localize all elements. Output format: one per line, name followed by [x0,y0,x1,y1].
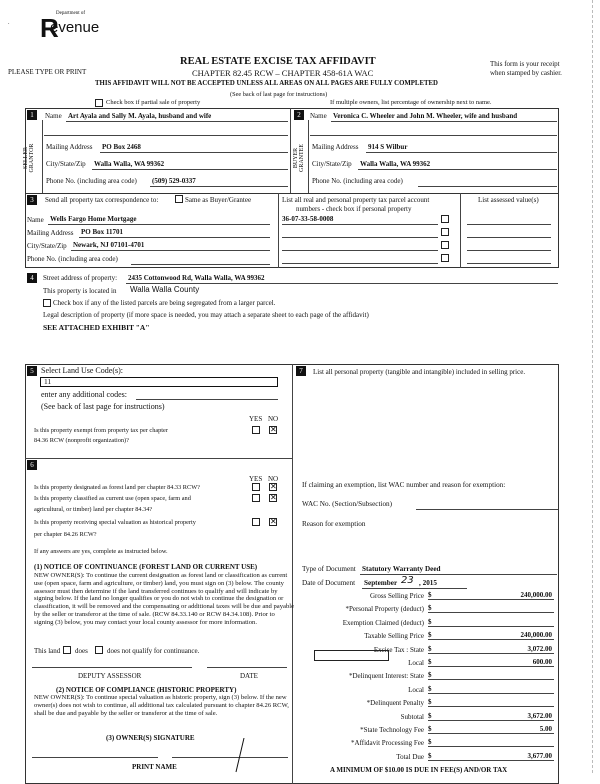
notice-compliance-text: NEW OWNER(S): To continue special valuation as historic property, sign (3) below. If the new owner(s) does not wish to continue, all additional tax calculated pursuant to chapter 84.26 RCW, shall be due and payable by the seller or transferor at the time of sale. [34,694,289,717]
dollar-sign: $ [428,725,432,733]
does-label: does [75,647,88,655]
corr-city-field[interactable]: Newark, NJ 07101-4701 [73,241,145,249]
nonprofit-question: Is this property exempt from property tax per chapter [34,427,168,434]
tax-row-value-field[interactable] [428,658,554,667]
nonprofit-question-2: 84.36 RCW (nonprofit organization)? [34,437,129,444]
seller-name-label: Name [45,112,62,120]
personal-property-checkbox[interactable] [441,241,449,249]
exemption-label: If claiming an exemption, list WAC number and reason for exemption: [302,481,506,489]
dollar-sign: $ [428,658,432,666]
legal-description-field[interactable]: SEE ATTACHED EXHIBIT "A" [43,323,150,332]
section-number-1: 1 [27,110,37,120]
tax-row [283,685,554,694]
dollar-sign: $ [428,631,432,640]
corr-name-field[interactable]: Wells Fargo Home Mortgage [50,215,137,223]
segregated-label: Check box if any of the listed parcels are being segregated from a larger parcel. [53,299,276,307]
tax-row-value: 600.00 [532,658,552,666]
dollar-sign: $ [428,604,432,613]
does-not-qualify-checkbox[interactable] [95,646,103,654]
date-label: DATE [240,672,258,680]
dollar-sign: $ [428,711,432,720]
tax-row-label: *Affidavit Processing Fee [351,739,424,748]
logo-dept-text: Department of [56,11,86,16]
tax-row-label: Exemption Claimed (deduct) [342,618,424,627]
section-number-4: 4 [27,273,37,283]
current-use-question-2: agricultural, or timber) land per chapter 84.34? [34,506,153,513]
assessed-header: List assessed value(s) [478,196,539,204]
tax-row-value-field[interactable] [428,618,554,627]
county-field[interactable]: Walla Walla County [130,285,200,294]
tax-row-value-field[interactable] [428,712,554,721]
buyer-city-label: City/State/Zip [312,160,352,168]
historic-yes-checkbox[interactable] [252,518,260,526]
doc-date-label: Date of Document [302,579,356,587]
personal-property-label: List all personal property (tangible and intangible) included in selling price. [313,368,526,376]
tax-row-label: *Delinquent Penalty [366,699,424,708]
seller-city-label: City/State/Zip [46,160,86,168]
local-rate-box[interactable] [314,650,389,661]
tax-row-label: Excise Tax : State [373,645,424,654]
tax-row [283,671,554,680]
wac-label: WAC No. (Section/Subsection) [302,500,393,508]
receipt-text-2: when stamped by cashier. [490,69,562,77]
corr-mail-field[interactable]: PO Box 11701 [81,228,124,236]
dollar-sign: $ [428,684,432,693]
does-qualify-checkbox[interactable] [63,646,71,654]
doc-type-label: Type of Document [302,565,356,573]
historic-question: Is this property receiving special valuation as historical property [34,519,196,526]
tax-row-value: 240,000.00 [520,591,552,599]
tax-row [283,631,554,640]
tax-row-value-field[interactable] [428,645,554,654]
tax-row-label: *Personal Property (deduct) [345,605,424,614]
seller-city-field[interactable]: Walla Walla, WA 99362 [94,160,165,168]
located-label: This property is located in [43,287,117,295]
partial-sale-label: Check box if partial sale of property [106,99,201,106]
signature-line[interactable] [172,757,288,758]
street-label: Street address of property: [43,274,118,282]
corr-name-label: Name [27,216,44,224]
nonprofit-no-checkbox[interactable]: ✕ [270,425,277,434]
tax-row-value-field[interactable] [428,725,554,734]
buyer-name-label: Name [310,112,327,120]
tax-row-value-field[interactable] [428,698,554,707]
no-header-6: NO [268,475,279,483]
additional-codes-label: enter any additional codes: [41,390,127,399]
buyer-name-field[interactable]: Veronica C. Wheeler and John M. Wheeler, wife and husband [333,112,518,120]
notice-continuance-text: NEW OWNER(S): To continue the current designation as forest land or classification as current use (open space, farm and agriculture, or timber) land, you must sign on (3) below. The county assessor must then determine if the land transferred continues to qualify and will indicate by signing below. If the land no longer qualifies or you do not wish to continue the designation or classification, it will be removed and the compensating or additional taxes will be due and payable by the seller or transferor at the time of sale. (RCW 84.33.140 or RCW 84.34.108). Prior to signing (3) below, you may contact your local county assessor for more information. [34,572,295,626]
logo-r-icon: R [40,13,59,43]
tax-row [283,618,554,627]
street-field[interactable]: 2435 Cottonwood Rd, Walla Walla, WA 99362 [128,274,265,282]
tax-row-label: Subtotal [400,712,424,721]
signature-mark [232,738,252,773]
personal-property-checkbox[interactable] [441,228,449,236]
correspondence-label: Send all property tax correspondence to: [45,196,159,204]
tax-row-value: 240,000.00 [520,631,552,640]
tax-row-value-field[interactable] [428,671,554,680]
yes-header-6: YES [249,475,263,483]
tax-row-label: *State Technology Fee [360,726,424,734]
segregated-checkbox[interactable] [43,299,51,307]
print-name-label: PRINT NAME [132,763,177,771]
parcel-number-field[interactable]: 36-07-33-58-0008 [282,215,334,223]
no-header: NO [268,415,279,423]
warning-text: THIS AFFIDAVIT WILL NOT BE ACCEPTED UNLESS ALL AREAS ON ALL PAGES ARE FULLY COMPLETED [95,80,438,87]
section-number-6: 6 [27,460,37,470]
dollar-sign: $ [428,751,432,760]
parcel-header-2: numbers - check box if personal property [296,205,412,213]
tax-row-label: Local [408,659,424,667]
same-as-buyer-label: Same as Buyer/Grantee [185,196,252,204]
current-use-yes-checkbox[interactable] [252,494,260,502]
forest-yes-checkbox[interactable] [252,483,260,491]
dollar-sign: $ [428,738,432,747]
yes-header: YES [249,415,263,423]
see-back-text: (See back of last page for instructions) [230,91,328,98]
doc-date-day[interactable]: 23 [401,575,414,586]
current-use-no-checkbox[interactable]: ✕ [270,493,277,502]
tax-row-label: Gross Selling Price [369,592,424,600]
partial-sale-checkbox[interactable] [95,99,103,107]
does-not-label: does not qualify for continuance. [107,647,200,655]
seller-mail-label: Mailing Address [46,143,93,151]
this-land-label: This land [34,647,61,655]
notice-compliance-title: (2) NOTICE OF COMPLIANCE (HISTORIC PROPERTY) [56,686,237,694]
tax-row-value-field[interactable] [428,685,554,694]
land-use-see-back: (See back of last page for instructions) [41,402,165,411]
section-number-5: 5 [27,366,37,376]
section-number-7: 7 [296,366,306,376]
buyer-city-field[interactable]: Walla Walla, WA 99362 [360,160,431,168]
buyer-mail-label: Mailing Address [312,143,359,151]
seller-name-field[interactable]: Art Ayala and Sally M. Ayala, husband and wife [68,112,212,120]
tax-row-value-field[interactable] [428,752,554,761]
receipt-text: This form is your receipt [490,60,560,68]
dollar-sign: $ [428,698,432,707]
wac-field[interactable] [416,509,558,510]
doc-type-field[interactable]: Statutory Warranty Deed [362,565,441,573]
tax-row [283,604,554,613]
dollar-sign: $ [428,617,432,626]
form-chapter: CHAPTER 82.45 RCW – CHAPTER 458-61A WAC [192,68,374,78]
tax-row [283,591,554,600]
tax-row-value-field[interactable] [428,738,554,747]
land-use-code-field[interactable]: 11 [40,377,278,387]
land-use-label: Select Land Use Code(s): [41,366,123,375]
seller-side-label: SELLER GRANTOR [23,143,35,173]
parcel-header: List all real and personal property tax parcel account [282,196,430,204]
nonprofit-yes-checkbox[interactable] [252,426,260,434]
tax-row-value: 5.00 [539,725,552,733]
personal-property-checkbox[interactable] [441,254,449,262]
dollar-sign: $ [428,591,432,599]
seller-phone-field[interactable]: (509) 529-0337 [152,177,196,185]
tax-row-label: Taxable Selling Price [364,632,424,641]
reason-label: Reason for exemption [302,520,366,528]
corr-phone-label: Phone No. (including area code) [27,255,118,263]
buyer-phone-label: Phone No. (including area code) [312,177,403,185]
tax-row-value-field[interactable] [428,604,554,613]
doc-date-year[interactable]: , 2015 [419,579,437,587]
forest-no-checkbox[interactable]: ✕ [270,482,277,491]
please-type-text: PLEASE TYPE OR PRINT [8,68,87,76]
signature-line[interactable] [32,757,158,758]
corr-mail-label: Mailing Address [27,229,74,237]
doc-date-month[interactable]: September [364,579,398,587]
tax-row [283,752,554,761]
tax-row-value-field[interactable] [428,631,554,640]
notice-continuance-title: (1) NOTICE OF CONTINUANCE (FOREST LAND OR CURRENT USE) [34,563,258,571]
legal-description-label: Legal description of property (if more space is needed, you may attach a separate sheet to each page of the affidavit) [43,311,369,319]
tax-row-value: 3,672.00 [527,711,552,720]
current-use-question: Is this property classified as current use (open space, farm and [34,495,191,502]
section-number-2: 2 [294,110,304,120]
multiple-owners-note: If multiple owners, list percentage of ownership next to name. [330,99,492,106]
corr-city-label: City/State/Zip [27,242,67,250]
tax-row [283,725,554,734]
minimum-due-note: A MINIMUM OF $10.00 IS DUE IN FEE(S) AND/OR TAX [330,766,508,774]
logo-name: evenue [50,19,100,36]
buyer-side-label: BUYER GRANTEE [293,144,305,172]
owner-signature-label: (3) OWNER(S) SIGNATURE [106,734,195,742]
tax-row-value: 3,677.00 [527,751,552,760]
tax-row-label: Total Due [396,752,424,761]
seller-mail-field[interactable]: PO Box 2468 [102,143,141,151]
historic-no-checkbox[interactable]: ✕ [270,517,277,526]
tax-row [283,698,554,707]
scan-mark: . [8,20,10,26]
tax-row-label: *Delinquent Interest: State [348,672,424,681]
personal-property-checkbox[interactable] [441,215,449,223]
seller-phone-label: Phone No. (including area code) [46,177,137,185]
same-as-buyer-checkbox[interactable] [175,195,183,203]
dollar-sign: $ [428,671,432,680]
buyer-mail-field[interactable]: 914 S Wilbur [368,143,408,151]
tax-row [283,738,554,747]
forest-land-question: Is this property designated as forest land per chapter 84.33 RCW? [34,484,200,491]
tax-row-label: Local [408,685,424,694]
form-title: REAL ESTATE EXCISE TAX AFFIDAVIT [180,56,376,67]
if-yes-note: If any answers are yes, complete as instructed below. [34,548,168,555]
deputy-assessor-label: DEPUTY ASSESSOR [78,672,142,680]
tax-row-value-field[interactable] [428,591,554,600]
scan-edge [592,0,593,773]
tax-row [283,712,554,721]
tax-row-value: 3,072.00 [527,644,552,653]
historic-question-2: per chapter 84.26 RCW? [34,531,97,538]
dollar-sign: $ [428,644,432,653]
section-number-3: 3 [27,195,37,205]
